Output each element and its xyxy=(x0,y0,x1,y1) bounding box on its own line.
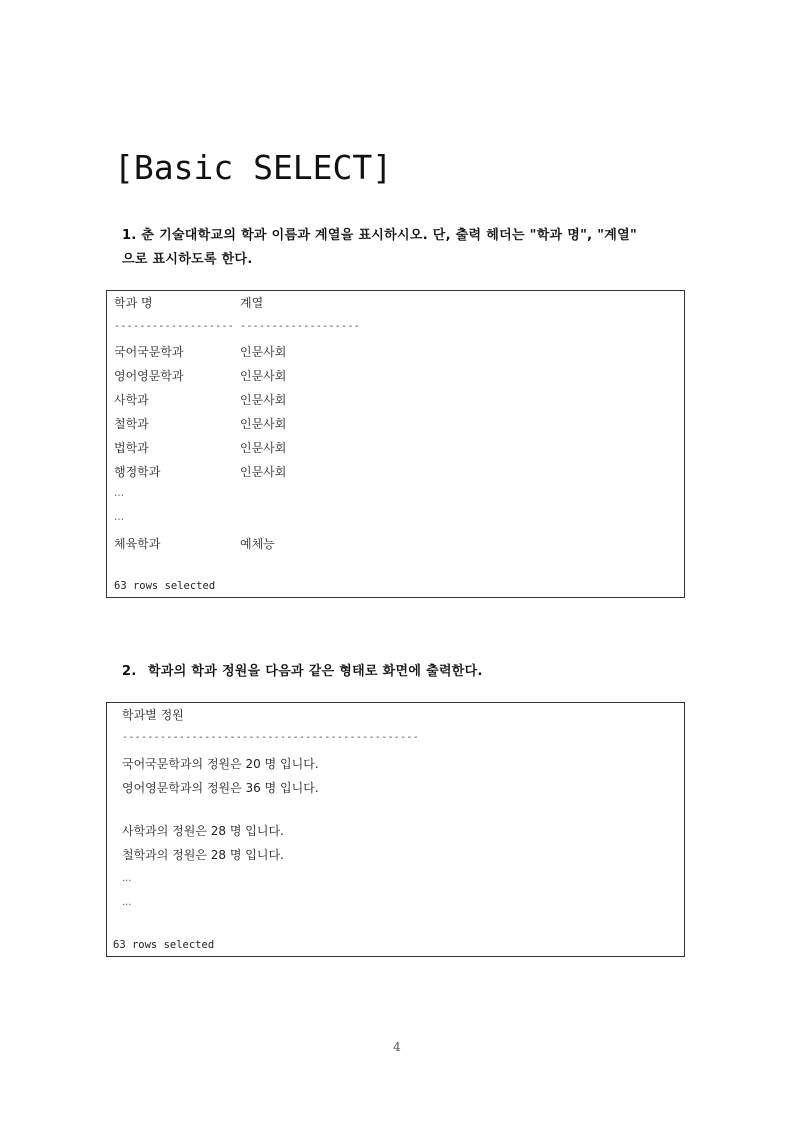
ellipsis: … xyxy=(114,488,124,499)
table-row-dept: 체육학과 xyxy=(114,537,161,551)
table-row-category: 인문사회 xyxy=(240,369,287,383)
output-separator: ----------------------------------------------- xyxy=(122,732,420,743)
question-1 xyxy=(122,224,692,272)
column-header-category: 계열 xyxy=(240,296,264,310)
ellipsis: ... xyxy=(122,897,132,908)
question-1-line-2: 으로 표시하도록 한다. xyxy=(122,252,253,267)
rows-selected-footer: 63 rows selected xyxy=(113,939,215,951)
table-row-dept: 국어국문학과 xyxy=(114,345,184,359)
column-separator-1: ------------------- xyxy=(114,321,235,332)
question-2-number: 2. xyxy=(122,664,137,679)
question-2 xyxy=(122,660,692,684)
table-row-dept: 철학과 xyxy=(114,417,149,431)
table-row-dept: 사학과 xyxy=(114,393,149,407)
question-1-line-1: 1. 춘 기술대학교의 학과 이름과 계열을 표시하시오. 단, 출력 헤더는 "학과 명", "계열" xyxy=(122,228,638,243)
output-row: 사학과의 정원은 28 명 입니다. xyxy=(122,824,284,838)
rows-selected-footer: 63 rows selected xyxy=(114,580,216,592)
table-row-dept: 행정학과 xyxy=(114,465,161,479)
query-output-box-2 xyxy=(106,702,685,957)
column-separator-2: ------------------- xyxy=(240,321,361,332)
table-row-category: 인문사회 xyxy=(240,345,287,359)
question-2-text: 학과의 학과 정원을 다음과 같은 형태로 화면에 출력한다. xyxy=(148,664,483,679)
table-row-category: 인문사회 xyxy=(240,417,287,431)
table-row-dept: 영어영문학과 xyxy=(114,369,184,383)
page-number: 4 xyxy=(393,1040,401,1054)
section-title: [Basic SELECT] xyxy=(114,148,393,187)
table-row-category: 예체능 xyxy=(240,537,275,551)
column-header-dept-name: 학과 명 xyxy=(114,296,153,310)
output-row: 철학과의 정원은 28 명 입니다. xyxy=(122,848,284,862)
ellipsis: … xyxy=(114,512,124,523)
table-row-category: 인문사회 xyxy=(240,393,287,407)
output-header: 학과별 정원 xyxy=(122,708,184,722)
table-row-category: 인문사회 xyxy=(240,465,287,479)
table-row-dept: 법학과 xyxy=(114,441,149,455)
table-row-category: 인문사회 xyxy=(240,441,287,455)
ellipsis: ... xyxy=(122,873,132,884)
output-row: 국어국문학과의 정원은 20 명 입니다. xyxy=(122,757,319,771)
output-row: 영어영문학과의 정원은 36 명 입니다. xyxy=(122,781,319,795)
query-output-box-1 xyxy=(106,290,685,598)
